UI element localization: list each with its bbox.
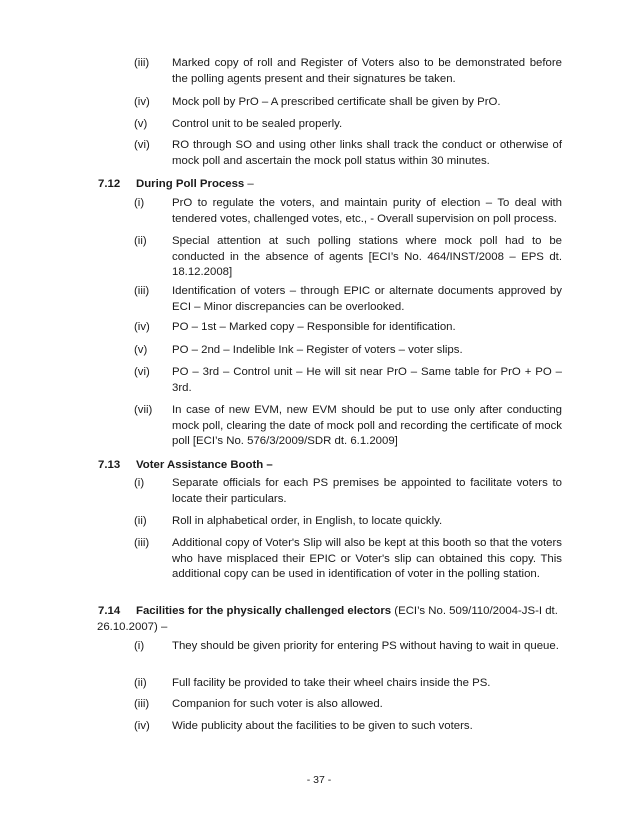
item-number: (iii) xyxy=(134,285,150,297)
list-item xyxy=(134,403,562,450)
list-item xyxy=(134,365,562,396)
item-number: (i) xyxy=(134,477,145,489)
section-number: 7.12 xyxy=(98,178,121,190)
list-item xyxy=(134,138,562,169)
item-text: RO through SO and using other links shall track the conduct or otherwise of mock poll and ascertain the mock poll status within 30 minutes. xyxy=(172,139,562,167)
item-text: Wide publicity about the facilities to be given to such voters. xyxy=(172,720,473,732)
item-text: Separate officials for each PS premises be appointed to facilitate voters to locate their particulars. xyxy=(172,477,562,505)
item-text: Identification of voters – through EPIC or alternate documents approved by ECI – Minor discrepancies can be overlooked. xyxy=(172,285,562,313)
section-title: During Poll Process xyxy=(136,178,245,190)
section-number: 7.13 xyxy=(98,459,121,471)
list-item xyxy=(134,536,562,583)
list-item xyxy=(134,95,562,111)
list-item xyxy=(134,284,562,315)
section-heading-7-12 xyxy=(98,177,562,193)
section-title: Voter Assistance Booth – xyxy=(136,459,273,471)
section-heading-7-13 xyxy=(98,458,562,474)
list-item xyxy=(134,117,562,133)
item-text: Special attention at such polling stations where mock poll had to be conducted in the absence of agents [ECI’s No. 464/INST/2008 – EPS dt. 18.12.2008] xyxy=(172,235,562,278)
item-text: Marked copy of roll and Register of Voters also to be demonstrated before the polling agents present and their signatures be taken. xyxy=(172,57,562,85)
page-number: - 37 - xyxy=(306,774,332,786)
list-item xyxy=(134,234,562,281)
item-text: PrO to regulate the voters, and maintain purity of election – To deal with tendered votes, challenged votes, etc., - Overall supervision on poll process. xyxy=(172,197,562,225)
item-number: (ii) xyxy=(134,515,147,527)
section-reference-continued xyxy=(97,620,561,636)
list-item xyxy=(134,514,562,530)
list-item xyxy=(134,676,562,692)
item-number: (i) xyxy=(134,640,145,652)
section-title-suffix: – xyxy=(244,178,254,190)
item-number: (v) xyxy=(134,344,148,356)
item-text: Full facility be provided to take their wheel chairs inside the PS. xyxy=(172,677,491,689)
item-number: (iii) xyxy=(134,537,150,549)
section-heading-7-14 xyxy=(98,604,562,620)
list-item xyxy=(134,196,562,227)
list-item xyxy=(134,320,562,336)
item-text: PO – 1st – Marked copy – Responsible for identification. xyxy=(172,321,456,333)
section-number: 7.14 xyxy=(98,605,121,617)
item-number: (ii) xyxy=(134,235,147,247)
list-item xyxy=(134,639,562,655)
item-text: Roll in alphabetical order, in English, to locate quickly. xyxy=(172,515,443,527)
item-number: (iii) xyxy=(134,698,150,710)
item-text: They should be given priority for entering PS without having to wait in queue. xyxy=(172,640,559,652)
section-title: Facilities for the physically challenged electors xyxy=(136,605,392,617)
list-item xyxy=(134,697,562,713)
item-number: (ii) xyxy=(134,677,147,689)
item-number: (vi) xyxy=(134,366,150,378)
item-number: (iv) xyxy=(134,96,150,108)
section-reference: (ECI’s No. 509/110/2004-JS-I dt. xyxy=(394,605,558,617)
item-text: Control unit to be sealed properly. xyxy=(172,118,343,130)
list-item xyxy=(134,343,562,359)
list-item xyxy=(134,476,562,507)
item-text: Companion for such voter is also allowed. xyxy=(172,698,383,710)
section-reference-line2: 26.10.2007) – xyxy=(97,621,168,633)
item-text: Additional copy of Voter's Slip will also be kept at this booth so that the voters who have misplaced their EPIC or Voter's slip can obtained this copy. This additional copy can be used in identification of voter in the polling station. xyxy=(172,537,562,580)
item-number: (i) xyxy=(134,197,145,209)
list-item xyxy=(134,719,562,735)
item-number: (vii) xyxy=(134,404,153,416)
item-text: PO – 2nd – Indelible Ink – Register of voters – voter slips. xyxy=(172,344,463,356)
item-text: Mock poll by PrO – A prescribed certificate shall be given by PrO. xyxy=(172,96,501,108)
list-item xyxy=(134,56,562,87)
item-number: (iii) xyxy=(134,57,150,69)
item-number: (iv) xyxy=(134,321,150,333)
item-text: In case of new EVM, new EVM should be put to use only after conducting mock poll, clearing the date of mock poll and recording the certificate of mock poll [ECI’s No. 576/3/2009/SDR dt. 6.1.2009] xyxy=(172,404,562,447)
item-number: (v) xyxy=(134,118,148,130)
item-number: (vi) xyxy=(134,139,150,151)
item-number: (iv) xyxy=(134,720,150,732)
item-text: PO – 3rd – Control unit – He will sit near PrO – Same table for PrO + PO – 3rd. xyxy=(172,366,562,394)
